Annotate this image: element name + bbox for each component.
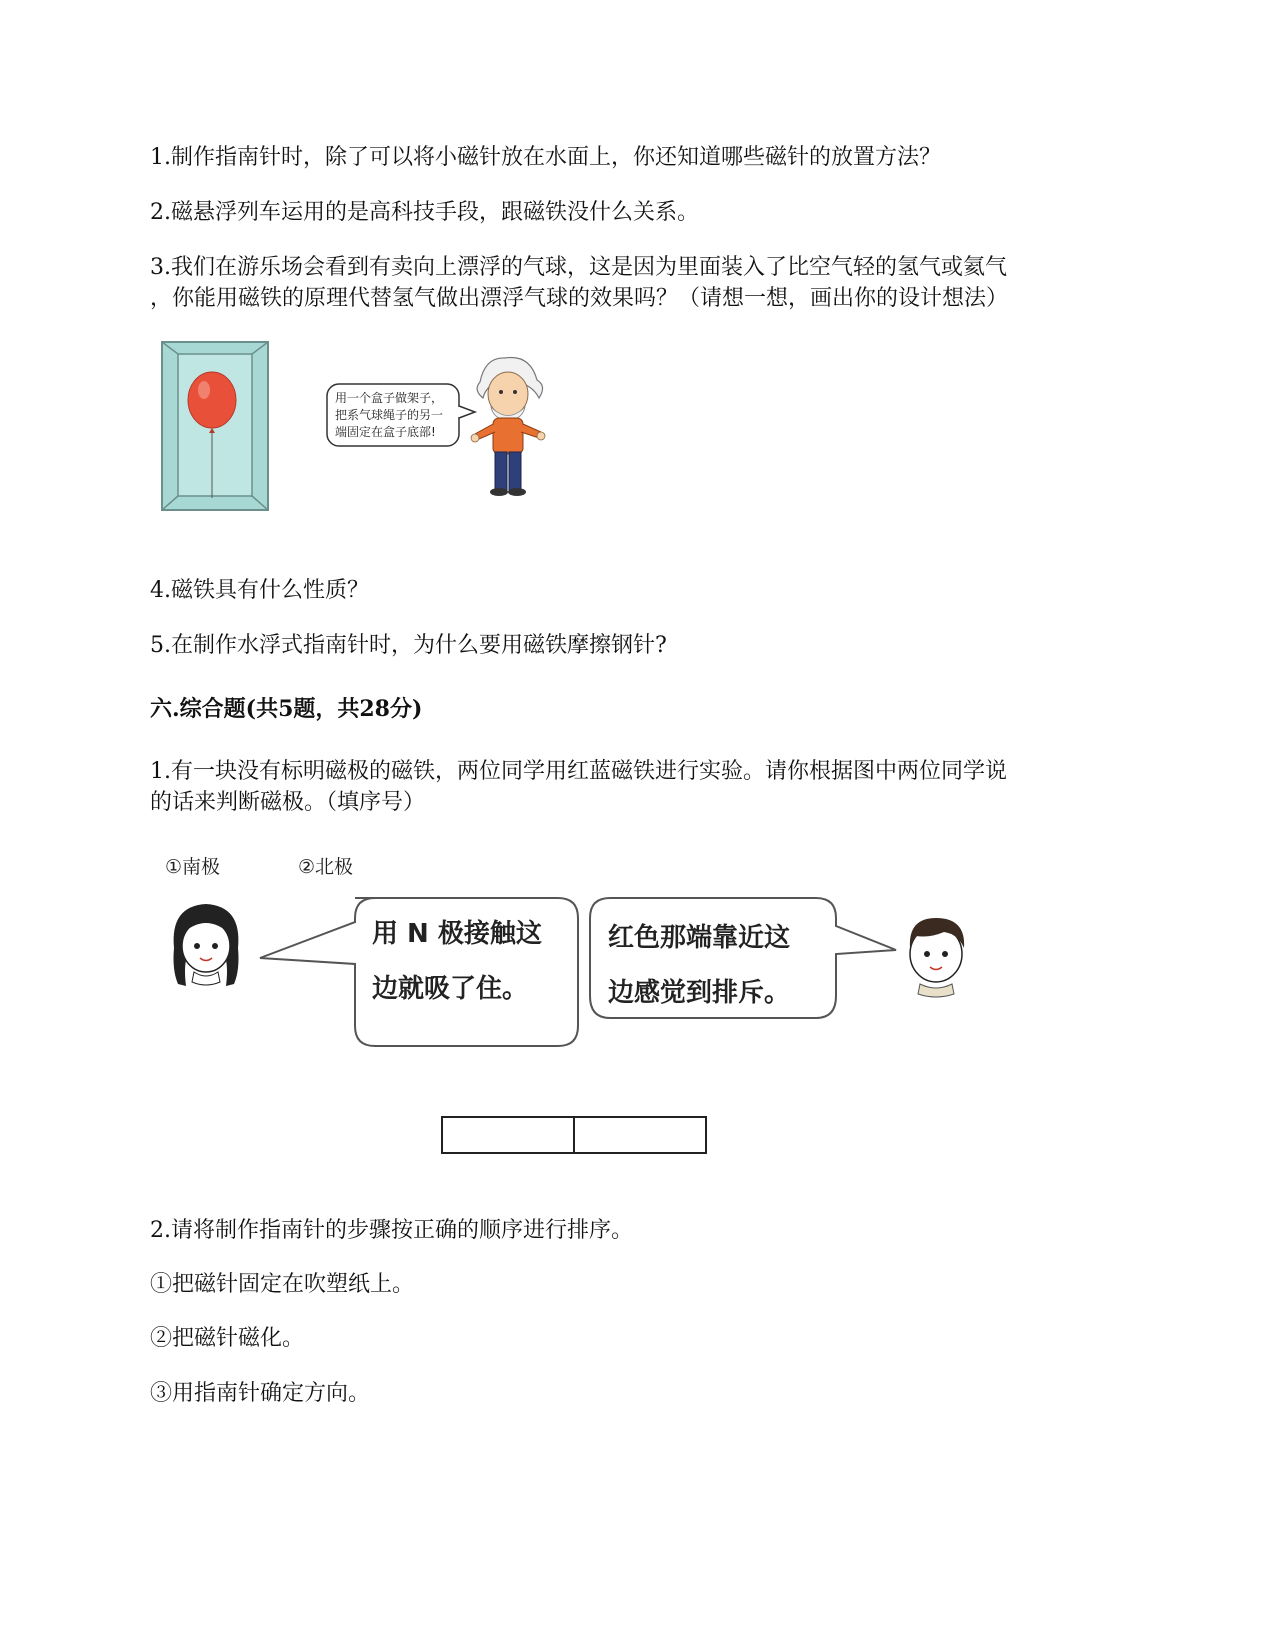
boy-speech-line-1: 红色那端靠近这 — [608, 923, 791, 953]
answer-box — [440, 1115, 710, 1157]
balloon — [188, 372, 236, 428]
scientist-figure — [325, 352, 565, 502]
old-man-illustration — [471, 357, 545, 496]
speech-line-3: 端固定在盒子底部! — [335, 425, 436, 439]
question-6-1-line2: 的话来判断磁极。（填序号） — [150, 790, 426, 815]
question-6-1-line1: 1.有一块没有标明磁极的磁铁，两位同学用红蓝磁铁进行实验。请你根据图中两位同学说 — [150, 759, 1007, 784]
speech-line-1: 用一个盒子做架子， — [335, 391, 444, 405]
girl-speech-line-1: 用 N 极接触这 — [372, 919, 542, 949]
section-6-title: 六.综合题(共5题，共28分) — [150, 696, 423, 722]
girl-speech-line-2: 边就吸了住。 — [372, 974, 529, 1004]
magnet-dialogue-figure — [160, 890, 990, 1065]
option-south-pole: ①南极 — [165, 856, 221, 878]
boy-illustration — [910, 918, 964, 997]
question-5-3-line2: ，你能用磁铁的原理代替氢气做出漂浮气球的效果吗？（请想一想，画出你的设计想法） — [150, 286, 1009, 311]
question-5-3-line1: 3.我们在游乐场会看到有卖向上漂浮的气球，这是因为里面装入了比空气轻的氢气或氦气 — [150, 255, 1007, 280]
step-1: ①把磁针固定在吹塑纸上。 — [150, 1272, 415, 1297]
question-5-1: 1.制作指南针时，除了可以将小磁针放在水面上，你还知道哪些磁针的放置方法？ — [150, 145, 941, 170]
boy-speech-line-2: 边感觉到排斥。 — [608, 978, 791, 1008]
speech-line-2: 把系气球绳子的另一 — [335, 408, 444, 422]
girl-illustration — [174, 904, 239, 986]
balloon-box-figure — [160, 340, 270, 515]
question-5-2: 2.磁悬浮列车运用的是高科技手段，跟磁铁没什么关系。 — [150, 200, 699, 225]
question-5-5: 5.在制作水浮式指南针时，为什么要用磁铁摩擦钢针? — [150, 633, 667, 658]
question-5-4: 4.磁铁具有什么性质？ — [150, 578, 369, 603]
option-north-pole: ②北极 — [298, 856, 354, 878]
step-3: ③用指南针确定方向。 — [150, 1381, 371, 1406]
question-6-2: 2.请将制作指南针的步骤按正确的顺序进行排序。 — [150, 1218, 633, 1243]
step-2: ②把磁针磁化。 — [150, 1326, 305, 1351]
